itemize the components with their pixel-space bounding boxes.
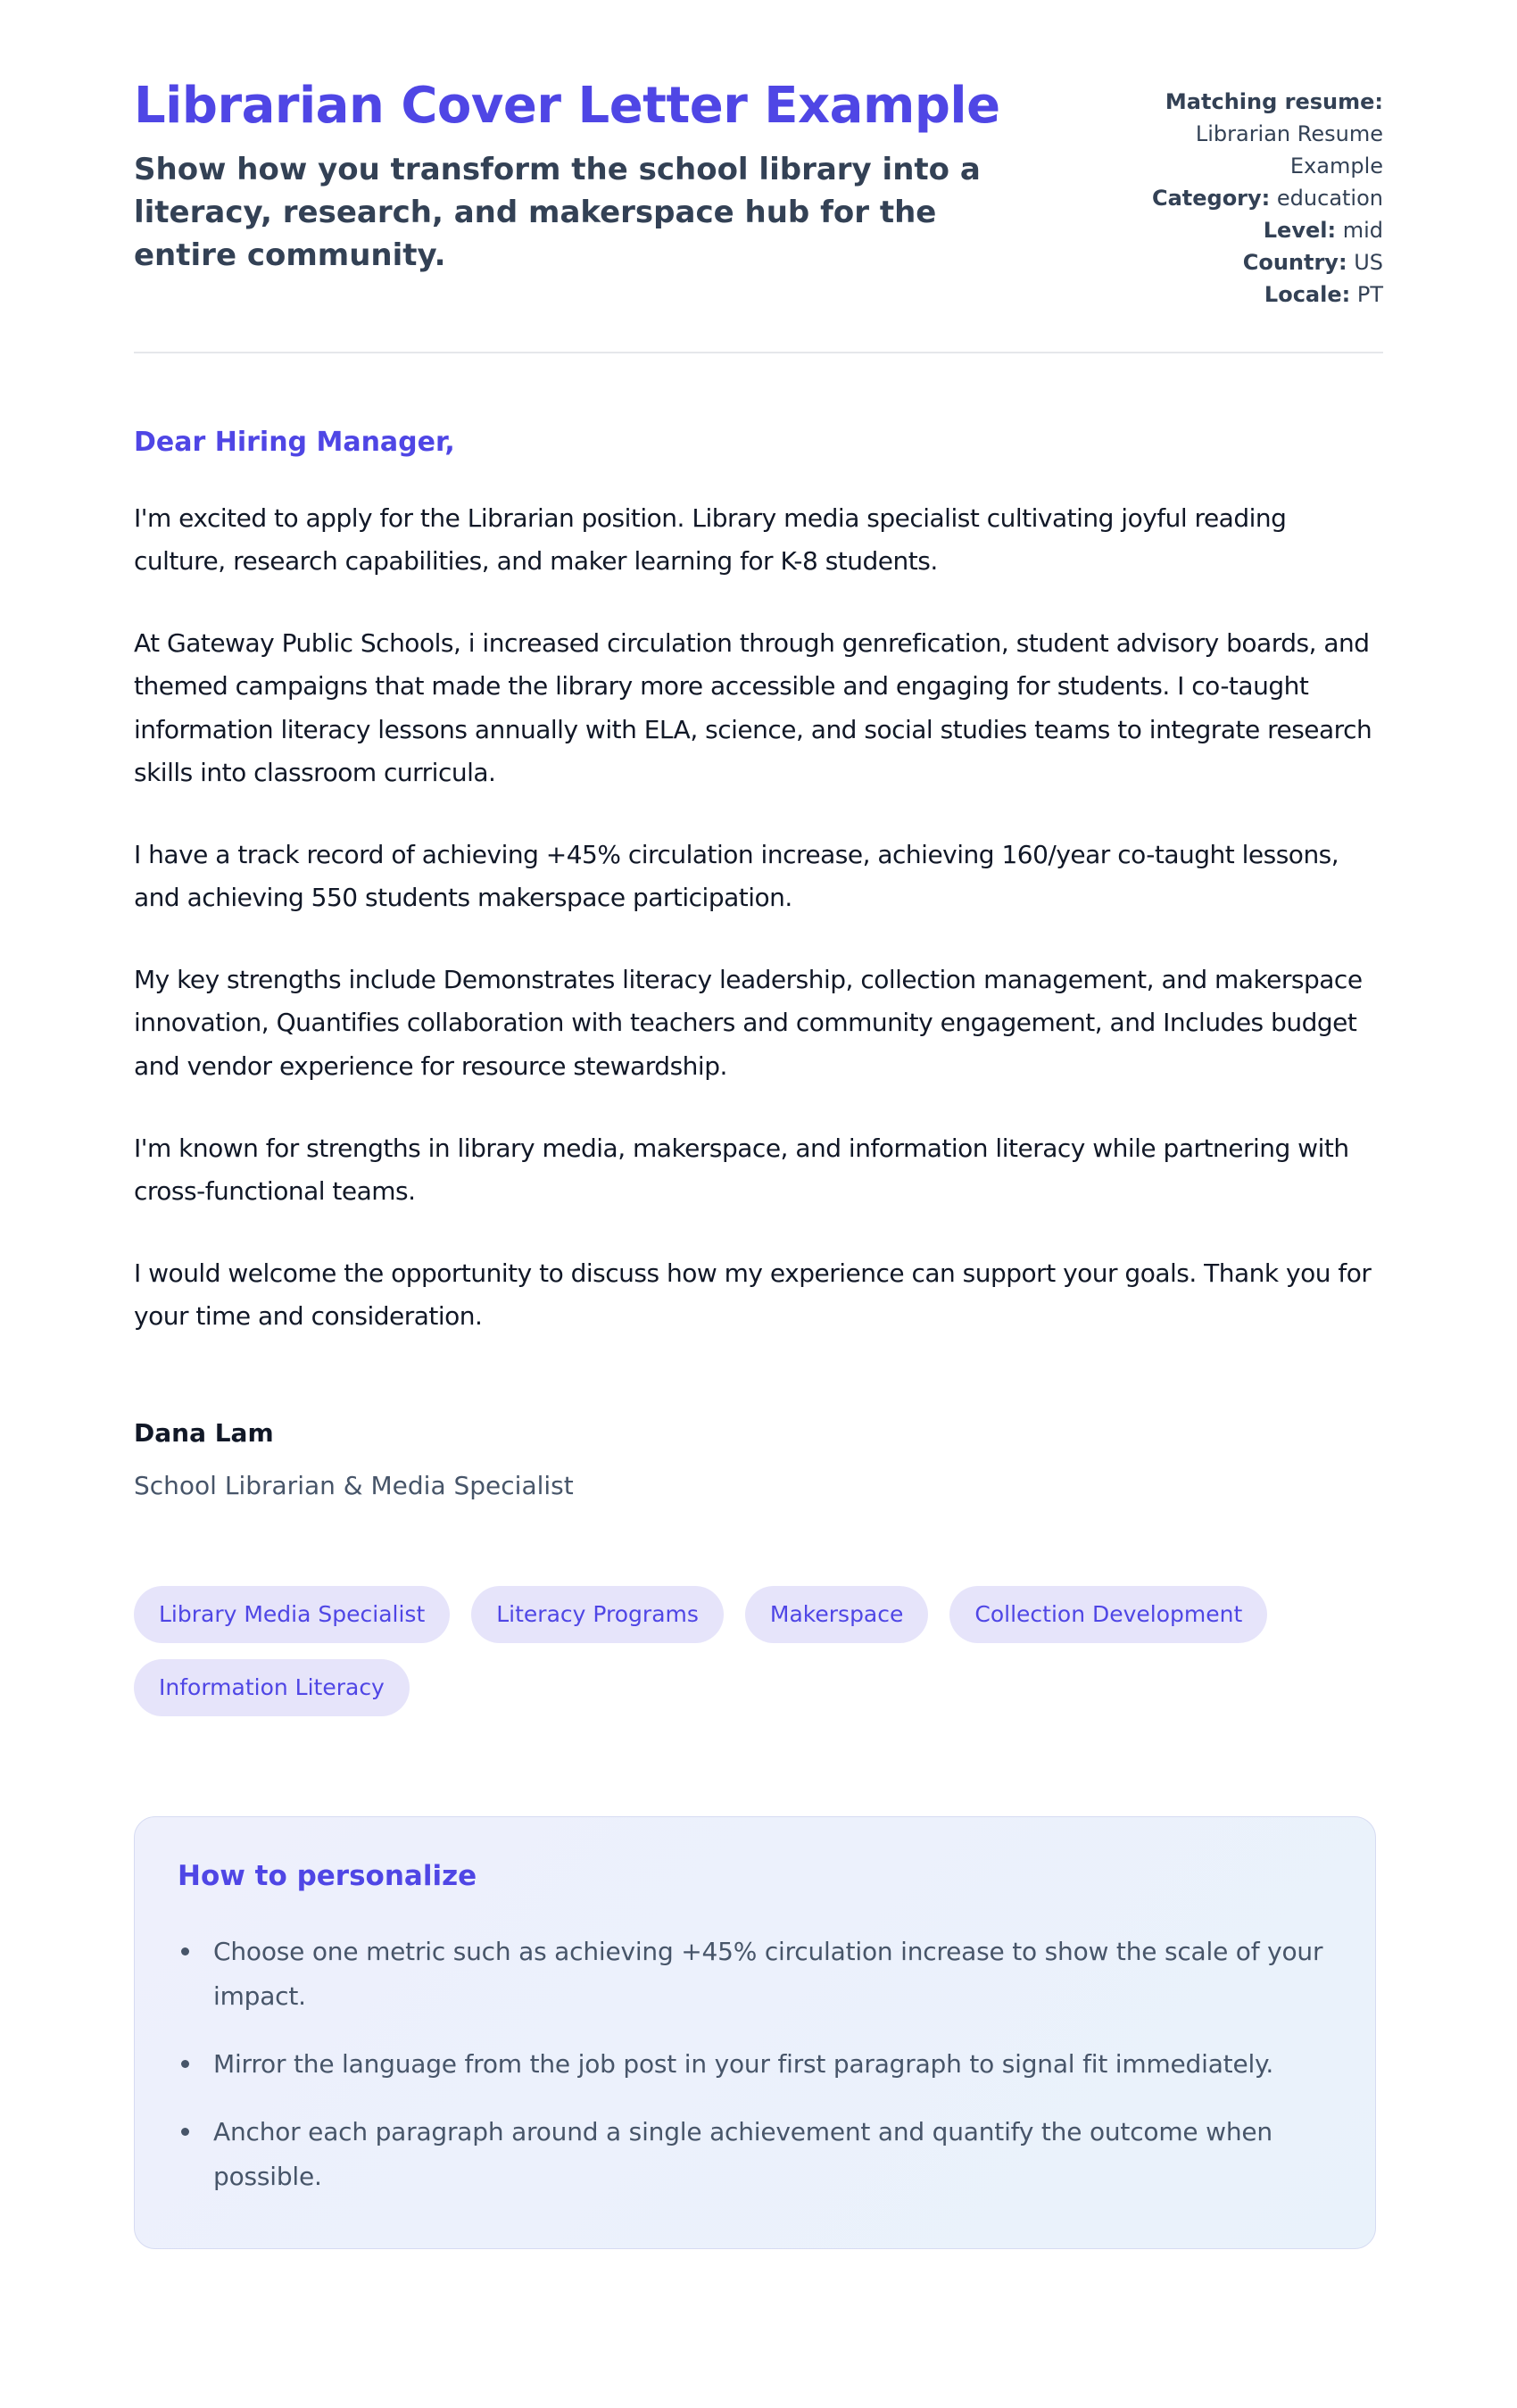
meta-locale-value: PT xyxy=(1356,282,1383,307)
header xyxy=(134,79,1383,311)
tag-collection-development[interactable]: Collection Development xyxy=(949,1586,1267,1643)
personalize-box xyxy=(134,1816,1376,2249)
signature-title: School Librarian & Media Specialist xyxy=(134,1471,574,1501)
meta-matching-resume xyxy=(1115,86,1383,182)
tag-makerspace[interactable]: Makerspace xyxy=(745,1586,928,1643)
personalize-tip-list xyxy=(178,1930,1332,2198)
personalize-tip-2 xyxy=(178,2042,1332,2087)
meta-matching-resume-value: Librarian Resume Example xyxy=(1195,121,1383,179)
tag-library-media-specialist[interactable]: Library Media Specialist xyxy=(134,1586,450,1643)
letter-paragraph-3: I have a track record of achieving +45% circulation increase, achieving 160/year co-taught lessons, and achieving 550 students makerspace participation. xyxy=(134,839,1339,913)
letter-paragraph-5: I'm known for strengths in library media, makerspace, and information literacy while partnering with cross-functional teams. xyxy=(134,1133,1349,1206)
meta-level-label: Level: xyxy=(1263,218,1337,243)
personalize-tip-3-text: Anchor each paragraph around a single achievement and quantify the outcome when possible. xyxy=(213,2116,1272,2191)
personalize-tip-1-text: Choose one metric such as achieving +45% circulation increase to show the scale of your impact. xyxy=(213,1937,1323,2012)
meta-level-value: mid xyxy=(1342,218,1383,243)
letter-greeting: Dear Hiring Manager, xyxy=(134,427,455,458)
meta-country xyxy=(1115,246,1383,278)
personalize-title: How to personalize xyxy=(178,1860,477,1893)
tag-literacy-programs[interactable]: Literacy Programs xyxy=(471,1586,724,1643)
personalize-tip-1 xyxy=(178,1930,1332,2019)
cover-letter-page xyxy=(134,0,1383,2335)
meta-locale-label: Locale: xyxy=(1264,282,1351,307)
meta-country-label: Country: xyxy=(1242,250,1347,275)
personalize-tip-3 xyxy=(178,2110,1332,2199)
meta-panel xyxy=(1115,79,1383,311)
header-titles xyxy=(134,79,1080,277)
personalize-tip-2-text: Mirror the language from the job post in your first paragraph to signal fit immediately. xyxy=(213,2049,1274,2079)
page-subtitle: Show how you transform the school library into a literacy, research, and makerspace hub for the entire community. xyxy=(134,151,981,274)
letter-paragraph-4: My key strengths include Demonstrates literacy leadership, collection management, and makerspace innovation, Quantifies collaboration with teachers and community engagement, and Includes budget and vendor experience for resource stewardship. xyxy=(134,965,1363,1081)
meta-matching-resume-label: Matching resume: xyxy=(1165,89,1383,114)
letter-body xyxy=(134,427,1383,1500)
meta-level xyxy=(1115,214,1383,246)
letter-paragraph-2: At Gateway Public Schools, i increased circulation through genrefication, student advisory boards, and themed campaigns that made the library more accessible and engaging for students. I co-taught information literacy lessons annually with ELA, science, and social studies teams to integrate research skills into classroom curricula. xyxy=(134,628,1372,787)
meta-country-value: US xyxy=(1354,250,1383,275)
header-divider xyxy=(134,352,1383,353)
page-title: Librarian Cover Letter Example xyxy=(134,77,1000,135)
meta-locale xyxy=(1115,278,1383,311)
meta-category xyxy=(1115,182,1383,214)
signature-name: Dana Lam xyxy=(134,1418,274,1449)
meta-category-value: education xyxy=(1276,186,1383,211)
tag-information-literacy[interactable]: Information Literacy xyxy=(134,1659,410,1716)
letter-paragraph-1: I'm excited to apply for the Librarian position. Library media specialist cultivating joyful reading culture, research capabilities, and maker learning for K-8 students. xyxy=(134,503,1287,577)
letter-paragraph-6: I would welcome the opportunity to discuss how my experience can support your goals. Thank you for your time and consideration. xyxy=(134,1258,1372,1332)
meta-category-label: Category: xyxy=(1151,186,1271,211)
tag-list xyxy=(134,1586,1312,1716)
